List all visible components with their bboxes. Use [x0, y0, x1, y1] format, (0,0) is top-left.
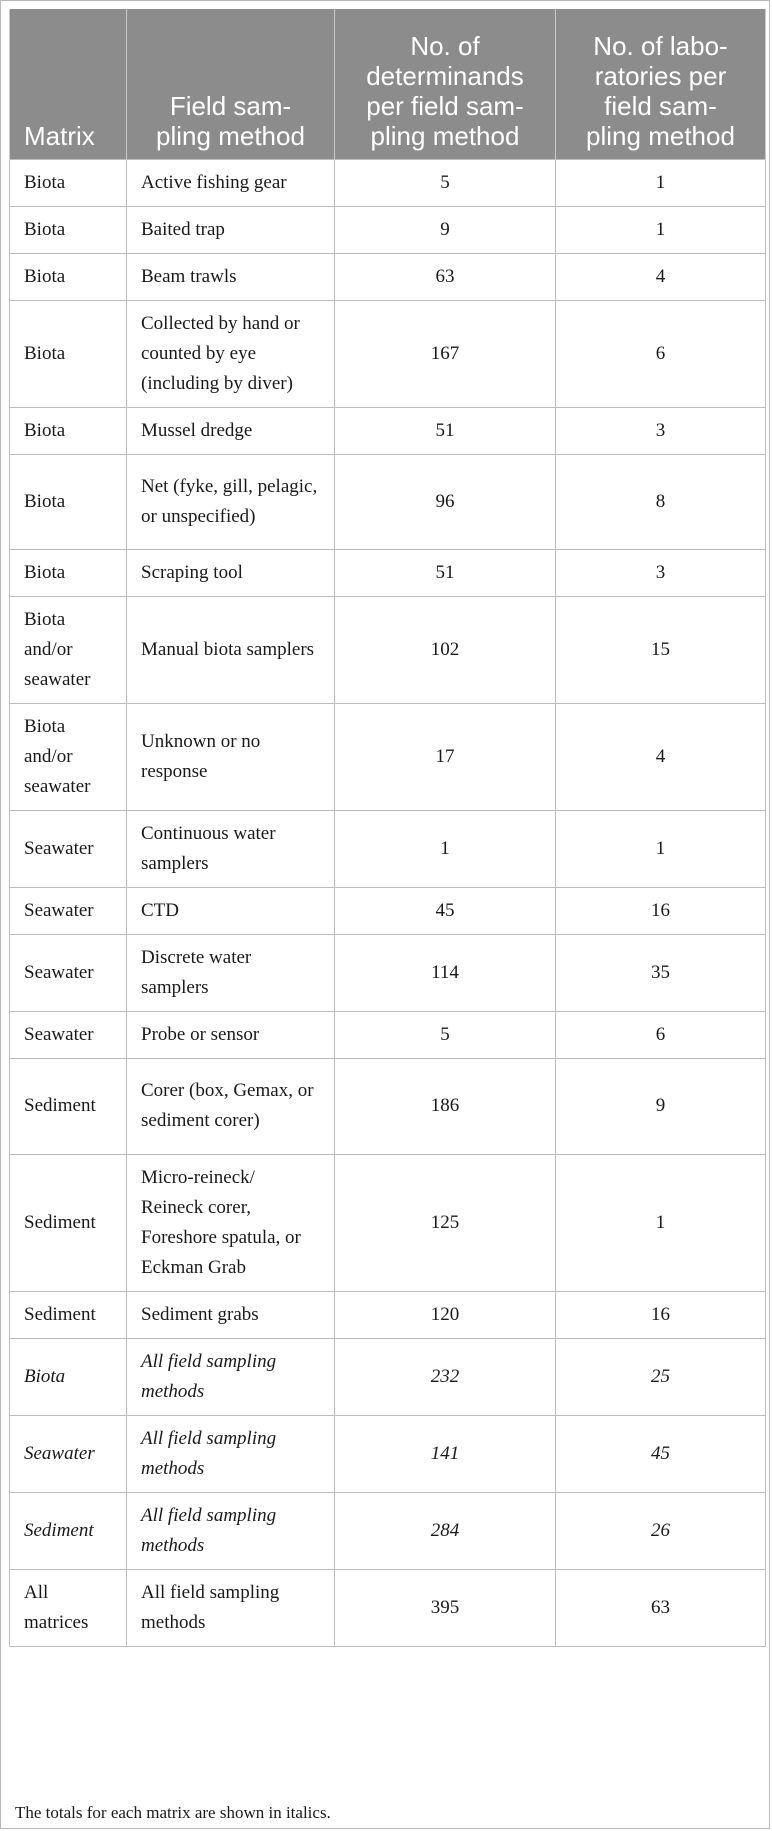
cell-laboratories-count: 4	[556, 253, 766, 300]
cell-field-sampling-method: All field sampling methods	[127, 1492, 335, 1569]
table-row	[10, 549, 766, 596]
table-row	[10, 454, 766, 549]
cell-laboratories-count: 1	[556, 810, 766, 887]
table-row	[10, 1011, 766, 1058]
cell-determinands-count: 141	[335, 1415, 556, 1492]
cell-laboratories-count: 1	[556, 1154, 766, 1291]
cell-field-sampling-method: Discrete water samplers	[127, 934, 335, 1011]
cell-matrix: Seawater	[10, 887, 127, 934]
cell-field-sampling-method: Mussel dredge	[127, 407, 335, 454]
table-header	[10, 9, 766, 159]
cell-laboratories-count: 1	[556, 159, 766, 206]
cell-determinands-count: 1	[335, 810, 556, 887]
header-no-of-laboratories: No. of labo- ratories per field sam- pling method	[556, 9, 766, 159]
cell-determinands-count: 102	[335, 596, 556, 703]
cell-field-sampling-method: Net (fyke, gill, pelagic, or unspecified)	[127, 454, 335, 549]
table-row	[10, 1415, 766, 1492]
cell-matrix: Biota	[10, 300, 127, 407]
header-no-of-determinands: No. of determinands per field sam- pling method	[335, 9, 556, 159]
table-row	[10, 1492, 766, 1569]
cell-determinands-count: 5	[335, 1011, 556, 1058]
cell-determinands-count: 125	[335, 1154, 556, 1291]
cell-determinands-count: 45	[335, 887, 556, 934]
cell-field-sampling-method: All field sampling methods	[127, 1569, 335, 1646]
table-row	[10, 1569, 766, 1646]
cell-field-sampling-method: Unknown or no response	[127, 703, 335, 810]
cell-laboratories-count: 63	[556, 1569, 766, 1646]
cell-field-sampling-method: Probe or sensor	[127, 1011, 335, 1058]
cell-matrix: Biota	[10, 206, 127, 253]
cell-matrix: Biota	[10, 253, 127, 300]
header-matrix: Matrix	[10, 9, 127, 159]
cell-matrix: Sediment	[10, 1154, 127, 1291]
cell-field-sampling-method: Baited trap	[127, 206, 335, 253]
cell-matrix: Biota and/or seawater	[10, 596, 127, 703]
table-row	[10, 887, 766, 934]
cell-determinands-count: 63	[335, 253, 556, 300]
cell-laboratories-count: 6	[556, 300, 766, 407]
cell-laboratories-count: 16	[556, 887, 766, 934]
header-field-sampling-method: Field sam- pling method	[127, 9, 335, 159]
cell-matrix: Biota	[10, 159, 127, 206]
cell-field-sampling-method: Continuous water samplers	[127, 810, 335, 887]
table-footnote: The totals for each matrix are shown in italics.	[15, 1803, 331, 1822]
cell-determinands-count: 9	[335, 206, 556, 253]
cell-matrix: All matrices	[10, 1569, 127, 1646]
table-body	[10, 159, 766, 1646]
cell-matrix: Biota	[10, 549, 127, 596]
table-row	[10, 1058, 766, 1154]
cell-determinands-count: 51	[335, 407, 556, 454]
table-row	[10, 596, 766, 703]
cell-determinands-count: 395	[335, 1569, 556, 1646]
cell-determinands-count: 120	[335, 1291, 556, 1338]
table-row	[10, 1154, 766, 1291]
cell-matrix: Biota and/or seawater	[10, 703, 127, 810]
cell-laboratories-count: 6	[556, 1011, 766, 1058]
table-row	[10, 159, 766, 206]
cell-matrix: Seawater	[10, 810, 127, 887]
cell-field-sampling-method: All field sampling methods	[127, 1338, 335, 1415]
cell-matrix: Sediment	[10, 1058, 127, 1154]
table-row	[10, 253, 766, 300]
cell-laboratories-count: 26	[556, 1492, 766, 1569]
cell-field-sampling-method: Scraping tool	[127, 549, 335, 596]
cell-laboratories-count: 8	[556, 454, 766, 549]
table-row	[10, 810, 766, 887]
cell-laboratories-count: 45	[556, 1415, 766, 1492]
cell-laboratories-count: 3	[556, 549, 766, 596]
cell-laboratories-count: 35	[556, 934, 766, 1011]
cell-laboratories-count: 4	[556, 703, 766, 810]
cell-laboratories-count: 3	[556, 407, 766, 454]
cell-determinands-count: 5	[335, 159, 556, 206]
cell-matrix: Sediment	[10, 1492, 127, 1569]
cell-determinands-count: 114	[335, 934, 556, 1011]
cell-field-sampling-method: Collected by hand or counted by eye (including by diver)	[127, 300, 335, 407]
table-row	[10, 206, 766, 253]
sampling-methods-table	[9, 9, 766, 1647]
table-row	[10, 1291, 766, 1338]
cell-field-sampling-method: Active fishing gear	[127, 159, 335, 206]
cell-field-sampling-method: All field sampling methods	[127, 1415, 335, 1492]
cell-matrix: Seawater	[10, 1011, 127, 1058]
table-row	[10, 934, 766, 1011]
cell-field-sampling-method: Beam trawls	[127, 253, 335, 300]
cell-matrix: Biota	[10, 407, 127, 454]
cell-determinands-count: 96	[335, 454, 556, 549]
cell-determinands-count: 51	[335, 549, 556, 596]
cell-field-sampling-method: Micro-reineck/ Reineck corer, Foreshore spatula, or Eckman Grab	[127, 1154, 335, 1291]
cell-matrix: Seawater	[10, 1415, 127, 1492]
cell-determinands-count: 186	[335, 1058, 556, 1154]
table-row	[10, 1338, 766, 1415]
cell-field-sampling-method: Manual biota samplers	[127, 596, 335, 703]
cell-laboratories-count: 1	[556, 206, 766, 253]
table-row	[10, 300, 766, 407]
cell-laboratories-count: 25	[556, 1338, 766, 1415]
cell-laboratories-count: 15	[556, 596, 766, 703]
cell-matrix: Biota	[10, 454, 127, 549]
cell-matrix: Seawater	[10, 934, 127, 1011]
cell-determinands-count: 17	[335, 703, 556, 810]
cell-matrix: Biota	[10, 1338, 127, 1415]
cell-laboratories-count: 16	[556, 1291, 766, 1338]
cell-determinands-count: 284	[335, 1492, 556, 1569]
cell-determinands-count: 167	[335, 300, 556, 407]
cell-field-sampling-method: CTD	[127, 887, 335, 934]
cell-matrix: Sediment	[10, 1291, 127, 1338]
table-row	[10, 407, 766, 454]
cell-field-sampling-method: Sediment grabs	[127, 1291, 335, 1338]
cell-field-sampling-method: Corer (box, Gemax, or sediment corer)	[127, 1058, 335, 1154]
cell-determinands-count: 232	[335, 1338, 556, 1415]
cell-laboratories-count: 9	[556, 1058, 766, 1154]
table-row	[10, 703, 766, 810]
